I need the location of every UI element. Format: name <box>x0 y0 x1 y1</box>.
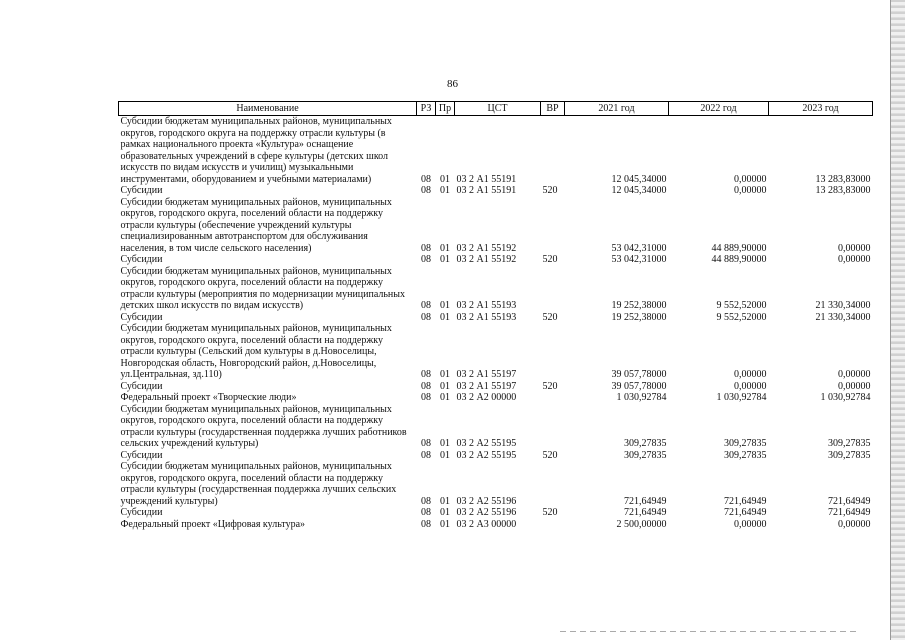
value-2023-cell: 0,00000 <box>838 369 871 380</box>
name-cell: Субсидии бюджетам муниципальных районов, муниципальных округов, городского округа, поселений области на поддержку отрасли культуры (государственная поддержка лучших сельских учреждений культуры) <box>120 461 397 507</box>
table-row <box>119 404 873 450</box>
col-header-2021: 2021 год <box>565 102 669 116</box>
vr-cell <box>541 404 565 450</box>
value-2023-cell: 21 330,34000 <box>815 300 871 311</box>
value-2021-cell: 721,64949 <box>624 495 667 507</box>
rz-cell: 08 <box>421 495 431 507</box>
vr-cell: 520 <box>542 185 558 196</box>
name-cell: Субсидии <box>120 449 163 461</box>
rz-cell: 08 <box>421 507 431 518</box>
name-cell: Субсидии бюджетам муниципальных районов, муниципальных округов, городского округа, поселений области на поддержку отрасли культуры (государственная поддержка лучших работников сельских учреждений культуры) <box>120 403 407 449</box>
value-2023-cell: 309,27835 <box>828 449 871 461</box>
value-2022-cell: 1 030,92784 <box>716 392 767 403</box>
pr-cell: 01 <box>440 449 450 461</box>
col-header-cst: ЦСТ <box>455 102 541 116</box>
budget-table <box>118 101 873 530</box>
page-number: 86 <box>447 78 458 90</box>
value-2022-cell: 9 552,52000 <box>716 311 767 323</box>
pr-cell: 01 <box>440 369 450 380</box>
value-2023-cell: 0,00000 <box>838 242 871 254</box>
cst-cell: 03 2 А1 55191 <box>456 185 517 196</box>
value-2023-cell: 0,00000 <box>838 254 871 265</box>
vr-cell: 520 <box>542 507 558 518</box>
value-2021-cell: 309,27835 <box>624 449 667 461</box>
value-2022-cell: 0,00000 <box>734 380 767 392</box>
rz-cell: 08 <box>421 242 431 254</box>
value-2023-cell: 0,00000 <box>838 518 871 530</box>
value-2021-cell: 2 500,00000 <box>616 518 667 530</box>
table-row <box>119 323 873 381</box>
rz-cell: 08 <box>421 300 431 311</box>
value-2021-cell: 1 030,92784 <box>616 392 667 403</box>
vr-cell <box>541 116 565 186</box>
name-cell: Субсидии <box>120 380 163 392</box>
name-cell: Субсидии бюджетам муниципальных районов, муниципальных округов, городского округа, поселений области на поддержку отрасли культуры (Сельский дом культуры в д.Новоселицы, Новгородская область, Новгородский район, д.Новоселицы, ул.Центральная, зд.110) <box>120 323 392 380</box>
name-cell: Субсидии <box>120 311 163 323</box>
rz-cell: 08 <box>421 173 431 185</box>
value-2021-cell: 309,27835 <box>624 438 667 449</box>
value-2022-cell: 44 889,90000 <box>711 242 767 254</box>
cst-cell: 03 2 А1 55192 <box>456 242 517 254</box>
value-2021-cell: 721,64949 <box>624 507 667 518</box>
pr-cell: 01 <box>440 495 450 507</box>
pr-cell: 01 <box>440 254 450 265</box>
value-2023-cell: 721,64949 <box>828 495 871 507</box>
value-2022-cell: 0,00000 <box>734 369 767 380</box>
vr-cell <box>541 323 565 381</box>
value-2022-cell: 721,64949 <box>724 507 767 518</box>
table-row <box>119 116 873 186</box>
cst-cell: 03 2 А1 55193 <box>456 311 517 323</box>
value-2022-cell: 44 889,90000 <box>711 254 767 265</box>
value-2021-cell: 12 045,34000 <box>611 185 667 196</box>
cst-cell: 03 2 А3 00000 <box>456 518 517 530</box>
rz-cell: 08 <box>421 254 431 265</box>
pr-cell: 01 <box>440 185 450 196</box>
vr-cell <box>541 519 565 531</box>
table-row <box>119 197 873 255</box>
value-2021-cell: 39 057,78000 <box>611 369 667 380</box>
col-header-pr: Пр <box>436 102 455 116</box>
cst-cell: 03 2 А2 55195 <box>456 449 517 461</box>
value-2023-cell: 721,64949 <box>828 507 871 518</box>
table-row <box>119 392 873 404</box>
table-row <box>119 381 873 393</box>
value-2022-cell: 0,00000 <box>734 518 767 530</box>
name-cell: Субсидии бюджетам муниципальных районов, муниципальных округов, городского округа, поселений области на поддержку отрасли культуры (обеспечение учреждений культуры специализированным автотранспортом для обслуживания населения, в том числе сельского населения) <box>120 196 392 254</box>
pr-cell: 01 <box>440 173 450 185</box>
value-2021-cell: 12 045,34000 <box>611 173 667 185</box>
vr-cell: 520 <box>542 311 558 323</box>
pr-cell: 01 <box>440 518 450 530</box>
pr-cell: 01 <box>440 311 450 323</box>
name-cell: Субсидии <box>120 254 163 265</box>
value-2022-cell: 0,00000 <box>734 173 767 185</box>
table-row <box>119 312 873 324</box>
col-header-name: Наименование <box>119 102 417 116</box>
name-cell: Субсидии <box>120 185 163 196</box>
value-2022-cell: 0,00000 <box>734 185 767 196</box>
table-row <box>119 519 873 531</box>
value-2023-cell: 1 030,92784 <box>820 392 871 403</box>
name-cell: Федеральный проект «Творческие люди» <box>120 392 297 403</box>
table-row <box>119 254 873 266</box>
pr-cell: 01 <box>440 242 450 254</box>
table-row <box>119 461 873 507</box>
scan-footer-artifact <box>560 631 860 632</box>
scan-edge-shadow <box>891 0 905 640</box>
col-header-rz: РЗ <box>417 102 436 116</box>
cst-cell: 03 2 А2 00000 <box>456 392 517 403</box>
value-2021-cell: 53 042,31000 <box>611 242 667 254</box>
pr-cell: 01 <box>440 380 450 392</box>
name-cell: Субсидии бюджетам муниципальных районов, муниципальных округов, городского округа на поддержку отрасли культуры (в рамках национального проекта «Культура» оснащение образовательных учреждений в сфере культуры (детских школ искусств по видам искусств и училищ) музыкальными инструментами, оборудованием и учебными материалами) <box>120 116 392 185</box>
cst-cell: 03 2 А1 55192 <box>456 254 517 265</box>
rz-cell: 08 <box>421 380 431 392</box>
vr-cell: 520 <box>542 254 558 265</box>
value-2023-cell: 13 283,83000 <box>815 173 871 185</box>
table-body <box>119 116 873 531</box>
cst-cell: 03 2 А2 55196 <box>456 495 517 507</box>
cst-cell: 03 2 А2 55196 <box>456 507 517 518</box>
value-2021-cell: 19 252,38000 <box>611 311 667 323</box>
table-row <box>119 507 873 519</box>
cst-cell: 03 2 А1 55197 <box>456 369 517 380</box>
value-2023-cell: 0,00000 <box>838 380 871 392</box>
name-cell: Субсидии бюджетам муниципальных районов, муниципальных округов, городского округа, поселений области на поддержку отрасли культуры (мероприятия по модернизации муниципальных детских школ искусств по видам искусств) <box>120 265 406 311</box>
vr-cell <box>541 197 565 255</box>
vr-cell: 520 <box>542 380 558 392</box>
rz-cell: 08 <box>421 369 431 380</box>
col-header-2022: 2022 год <box>669 102 769 116</box>
table-row <box>119 185 873 197</box>
table-header-row <box>119 102 873 116</box>
vr-cell: 520 <box>542 449 558 461</box>
rz-cell: 08 <box>421 518 431 530</box>
value-2021-cell: 19 252,38000 <box>611 300 667 311</box>
value-2022-cell: 9 552,52000 <box>716 300 767 311</box>
value-2022-cell: 309,27835 <box>724 438 767 449</box>
pr-cell: 01 <box>440 438 450 449</box>
cst-cell: 03 2 А2 55195 <box>456 438 517 449</box>
value-2023-cell: 21 330,34000 <box>815 311 871 323</box>
value-2021-cell: 39 057,78000 <box>611 380 667 392</box>
name-cell: Федеральный проект «Цифровая культура» <box>120 518 306 530</box>
rz-cell: 08 <box>421 438 431 449</box>
name-cell: Субсидии <box>120 507 163 518</box>
rz-cell: 08 <box>421 392 431 403</box>
vr-cell <box>541 266 565 312</box>
table-row <box>119 266 873 312</box>
value-2023-cell: 309,27835 <box>828 438 871 449</box>
value-2021-cell: 53 042,31000 <box>611 254 667 265</box>
rz-cell: 08 <box>421 449 431 461</box>
cst-cell: 03 2 А1 55191 <box>456 173 517 185</box>
col-header-vr: ВР <box>541 102 565 116</box>
vr-cell <box>541 392 565 404</box>
value-2022-cell: 721,64949 <box>724 495 767 507</box>
rz-cell: 08 <box>421 185 431 196</box>
pr-cell: 01 <box>440 507 450 518</box>
value-2022-cell: 309,27835 <box>724 449 767 461</box>
cst-cell: 03 2 А1 55197 <box>456 380 517 392</box>
table-row <box>119 450 873 462</box>
value-2023-cell: 13 283,83000 <box>815 185 871 196</box>
col-header-2023: 2023 год <box>769 102 873 116</box>
pr-cell: 01 <box>440 300 450 311</box>
vr-cell <box>541 461 565 507</box>
pr-cell: 01 <box>440 392 450 403</box>
cst-cell: 03 2 А1 55193 <box>456 300 517 311</box>
rz-cell: 08 <box>421 311 431 323</box>
